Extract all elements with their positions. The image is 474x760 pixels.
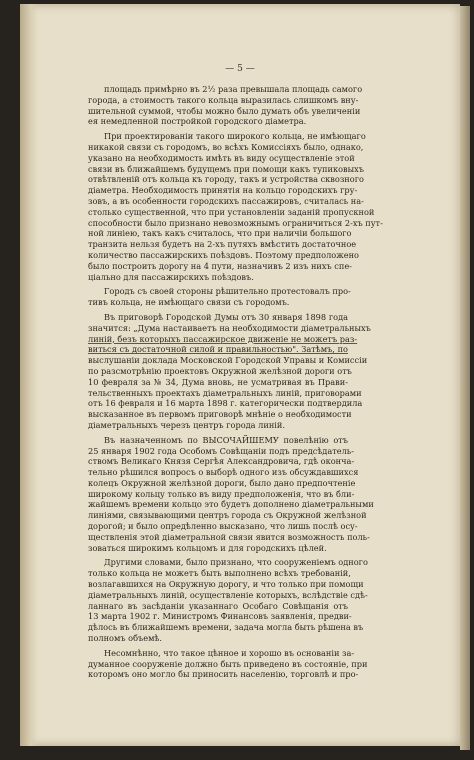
text-line: транзита нельзя будетъ на 2-хъ путяхъ вмѣстить достаточное: [88, 239, 357, 250]
text-line: отвѣтвленій отъ кольца къ городу, такъ и устройства сквозного: [88, 174, 364, 185]
paragraph: [88, 84, 363, 127]
text-line: ціально для пассажирскихъ поѣздовъ.: [88, 271, 254, 282]
text-line: линій, безъ которыхъ пассажирское движеніе не можетъ раз-: [88, 333, 358, 344]
text-line: отъ 16 февраля и 16 марта 1898 г. категорически подтвердила: [88, 398, 363, 409]
text-line: линіями, связывающими центръ города съ Окружной желѣзной: [88, 510, 367, 521]
text-line: зовъ, а въ особенности городскихъ пассажировъ, считалась на-: [88, 195, 364, 206]
text-line: Городъ съ своей стороны рѣшительно протестовалъ про-: [104, 286, 351, 297]
text-line: тивъ кольца, не имѣющаго связи съ городомъ.: [88, 297, 290, 308]
text-line: думанное сооруженіе должно быть приведено въ состояніе, при: [88, 658, 368, 669]
text-line: ствомъ Великаго Князя Сергѣя Александровича, гдѣ оконча-: [88, 456, 355, 467]
text-line: полномъ объемѣ.: [88, 633, 162, 644]
text-line: никакой связи съ городомъ, во всѣхъ Комиссіяхъ было, однако,: [88, 141, 364, 152]
page-edge: [460, 6, 470, 750]
text-line: тельно рѣшился вопросъ о выборѣ одного изъ обсуждавшихся: [88, 467, 359, 478]
paragraph: [88, 311, 371, 431]
text-line: только кольца не можетъ быть выполнено всѣхъ требованій,: [88, 568, 351, 579]
text-line: 13 марта 1902 г. Министромъ Финансовъ заявленія, предви-: [88, 611, 352, 622]
text-line: ланнаго въ засѣданіи указаннаго Особаго Совѣщанія отъ: [88, 600, 348, 611]
text-line: количество пассажирскихъ поѣздовъ. Поэтому предположено: [88, 249, 359, 260]
text-line: зоваться широкимъ кольцомъ и для городскихъ цѣлей.: [88, 542, 327, 553]
text-line: виться съ достаточной силой и правильностью". Затѣмъ, по: [88, 344, 348, 355]
text-line: связи въ ближайшемъ будущемъ при помощи какъ тупиковыхъ: [88, 163, 364, 174]
paragraph: [88, 557, 368, 644]
text-line: діаметральныхъ линій, осуществленіе которыхъ, вслѣдствіе сдѣ-: [88, 589, 368, 600]
text-line: ной линіею, такъ какъ считалось, что при наличіи большого: [88, 228, 352, 239]
text-line: діаметральныхъ черезъ центръ города линій.: [88, 419, 285, 430]
text-line: Несомнѣнно, что такое цѣнное и хорошо въ основаніи за-: [104, 647, 355, 658]
text-line: города, а стоимость такого кольца выразилась слишкомъ вну-: [88, 94, 359, 105]
text-line: дорогой; и было опредѣленно высказано, что лишь послѣ осу-: [88, 521, 358, 532]
text-line: возлагавшихся на Окружную дорогу, и что только при помощи: [88, 579, 364, 590]
text-line: діаметра. Необходимость принятія на кольцо городскихъ гру-: [88, 185, 358, 196]
text-line: выслушаніи доклада Московской Городской Управы и Комиссіи: [88, 355, 368, 366]
paragraph: [88, 434, 374, 554]
text-line: указано на необходимость имѣть въ виду осуществленіе этой: [88, 152, 355, 163]
text-line: столько существенной, что при установленіи заданій пропускной: [88, 206, 375, 217]
text-line: дѣлось въ ближайшемъ времени, задача могла быть рѣшена въ: [88, 622, 364, 633]
text-line: способности было признано невозможнымъ ограничиться 2-хъ пут-: [88, 217, 383, 228]
text-line: Въ приговорѣ Городской Думы отъ 30 января 1898 года: [104, 311, 348, 322]
page-number: — 5 —: [225, 64, 255, 74]
text-line: Въ назначенномъ по ВЫСОЧАЙШЕМУ повелѣнію отъ: [104, 434, 348, 445]
text-line: шительной суммой, чтобы можно было думать объ увеличеніи: [88, 105, 361, 116]
text-line: 25 января 1902 года Особомъ Совѣщаніи подъ предсѣдатель-: [88, 445, 355, 456]
text-line: При проектированіи такого широкого кольца, не имѣющаго: [104, 131, 366, 142]
body-text: [88, 84, 383, 684]
text-line: ея немедленной постройкой городского діаметра.: [88, 116, 307, 127]
text-line: жайшемъ времени кольцо это будетъ дополнено діаметральными: [88, 499, 374, 510]
text-line: ществленія этой діаметральной связи явится возможность поль-: [88, 531, 370, 542]
text-line: было построить дорогу на 4 пути, назначивъ 2 изъ нихъ спе-: [88, 260, 352, 271]
text-line: колецъ Окружной желѣзной дороги, было дано предпочтеніе: [88, 477, 356, 488]
text-line: площадь примѣрно въ 2½ раза превышала площадь самого: [104, 84, 363, 94]
text-line: Другими словами, было признано, что сооруженіемъ одного: [104, 557, 368, 568]
text-line: по разсмотрѣнію проектовъ Окружной желѣзной дороги отъ: [88, 365, 352, 376]
text-line: значится: „Дума настаиваетъ на необходимости діаметральныхъ: [88, 322, 371, 333]
text-line: высказанное въ первомъ приговорѣ мнѣніе о необходимости: [88, 409, 352, 420]
book-page: [20, 4, 460, 746]
paragraph: [88, 131, 383, 282]
page-gutter-shadow: [20, 4, 38, 746]
paragraph: [88, 647, 368, 680]
text-line: тельственныхъ проектахъ діаметральныхъ линій, приговорами: [88, 387, 362, 398]
text-line: 10 февраля за № 34, Дума вновь, не усматривая въ Прави-: [88, 376, 348, 387]
text-line: которомъ оно могло бы приносить населенію, торговлѣ и про-: [88, 669, 359, 680]
text-line: широкому кольцу только въ виду предположенія, что въ бли-: [88, 488, 355, 499]
paragraph: [88, 286, 351, 308]
